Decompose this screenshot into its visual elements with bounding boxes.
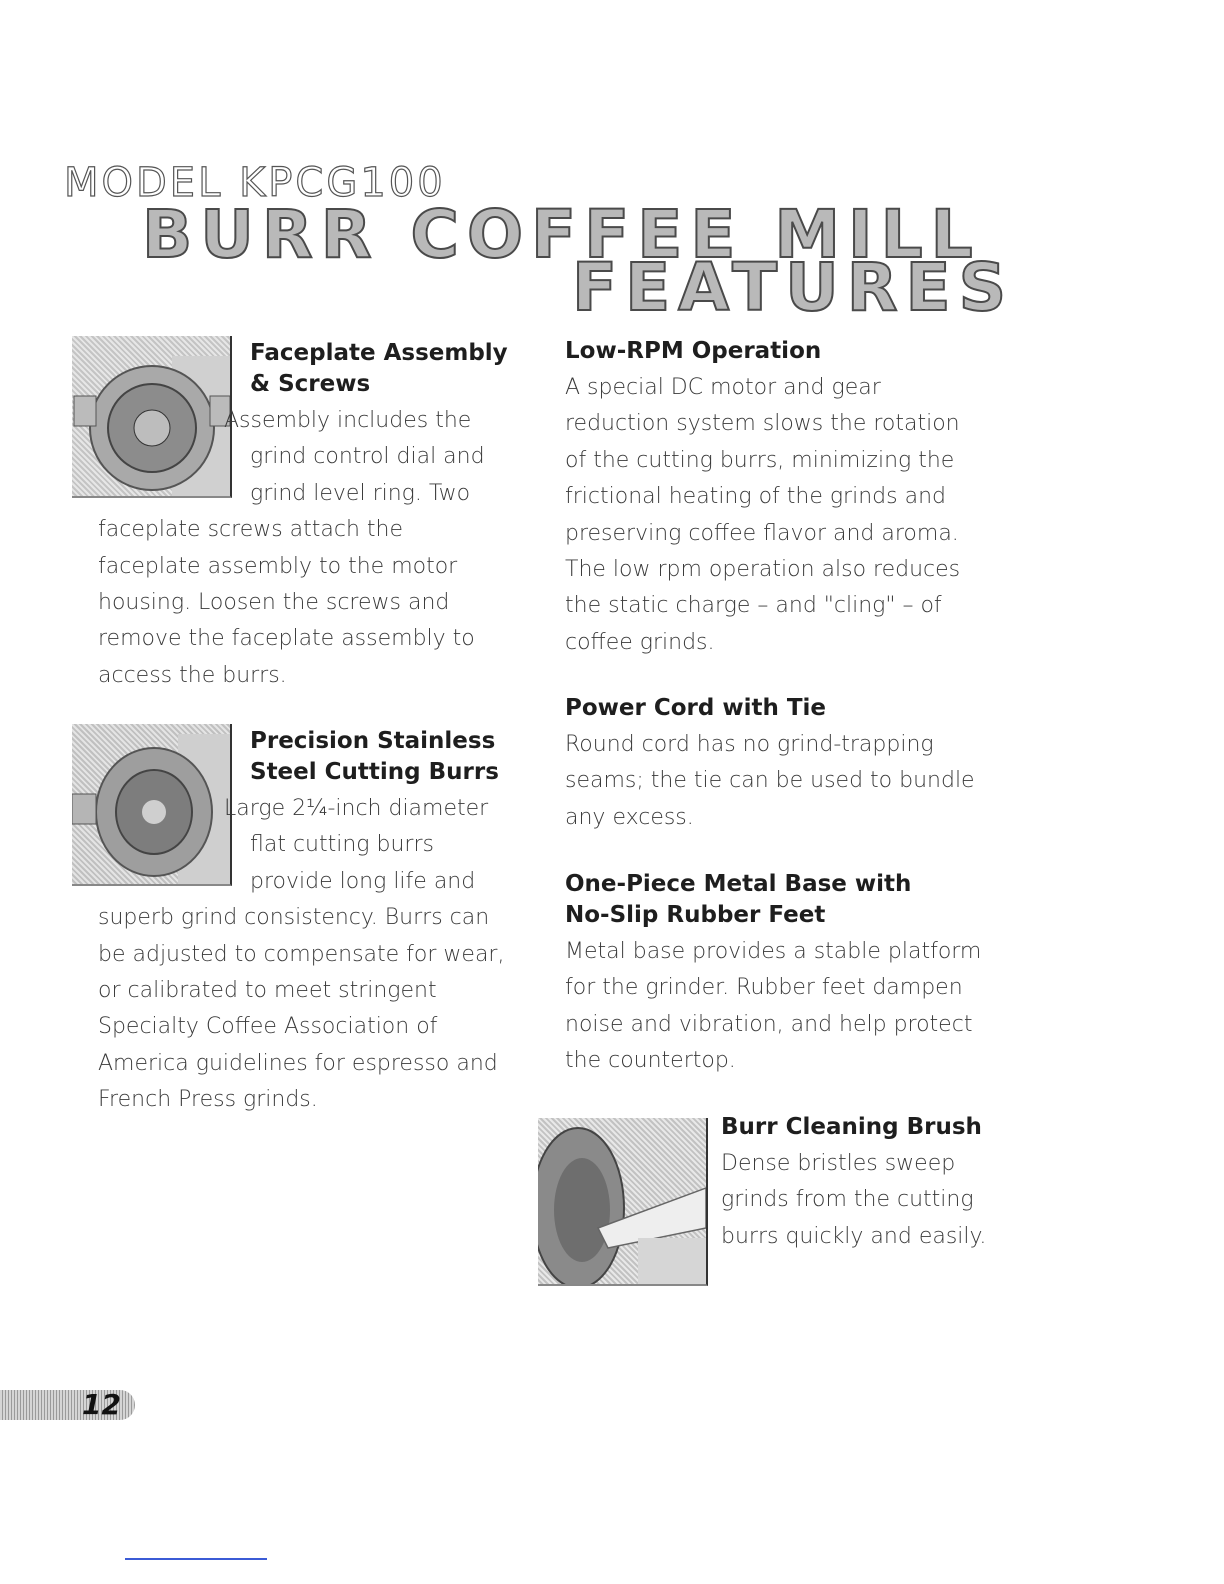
burrs-section xyxy=(72,724,512,1119)
burrs-description: Large 2¼-inch diameter flat cutting burrs provide long life and superb grind consistency. Burrs can be adjusted to compensate for wear, or calibrated to meet stringent Specialty Coffee Association of America guidelines for espresso and French Press grinds. xyxy=(98,796,505,1113)
metal-base-section xyxy=(565,869,985,1080)
burrs-heading-line-1: Precision Stainless xyxy=(250,728,496,754)
metal-base-heading-line-1: One-Piece Metal Base with xyxy=(565,871,912,897)
brush-description: Dense bristles sweep grinds from the cutting burrs quickly and easily. xyxy=(721,1151,987,1249)
model-number: MODEL KPCG100 xyxy=(64,160,446,206)
low-rpm-heading: Low-RPM Operation xyxy=(565,338,822,364)
power-cord-heading: Power Cord with Tie xyxy=(565,695,827,721)
faceplate-heading-line-1: Faceplate Assembly xyxy=(250,340,508,366)
brush-section xyxy=(721,1112,991,1255)
low-rpm-section xyxy=(565,336,985,661)
metal-base-description: Metal base provides a stable platform for the grinder. Rubber feet dampen noise and vibration, and help protect the countertop. xyxy=(565,939,982,1074)
faceplate-heading-line-2: & Screws xyxy=(250,371,371,397)
faceplate-photo xyxy=(72,336,232,498)
brush-photo xyxy=(538,1118,708,1286)
brush-heading: Burr Cleaning Brush xyxy=(721,1114,982,1140)
faceplate-section xyxy=(72,336,512,694)
page-number-tab xyxy=(0,1390,135,1420)
page-title-line-1: BURR COFFEE MILL xyxy=(142,196,981,273)
power-cord-description: Round cord has no grind-trapping seams; the tie can be used to bundle any excess. xyxy=(565,732,975,830)
power-cord-section xyxy=(565,693,985,836)
bottom-rule xyxy=(125,1558,267,1560)
low-rpm-description: A special DC motor and gear reduction system slows the rotation of the cutting burrs, minimizing the frictional heating of the grinds and preserving coffee flavor and aroma. The low rpm operation also reduces the static charge – and "cling" – of coffee grinds. xyxy=(565,375,961,655)
faceplate-description: Assembly includes the grind control dial and grind level ring. Two faceplate screws attach the faceplate assembly to the motor housing. Loosen the screws and remove the faceplate assembly to access the burrs. xyxy=(98,408,485,688)
burrs-photo xyxy=(72,724,232,886)
burrs-heading-line-2: Steel Cutting Burrs xyxy=(250,759,499,785)
metal-base-heading-line-2: No-Slip Rubber Feet xyxy=(565,902,826,928)
page-title-line-2: FEATURES xyxy=(572,249,1015,326)
page-number: 12 xyxy=(82,1388,121,1421)
